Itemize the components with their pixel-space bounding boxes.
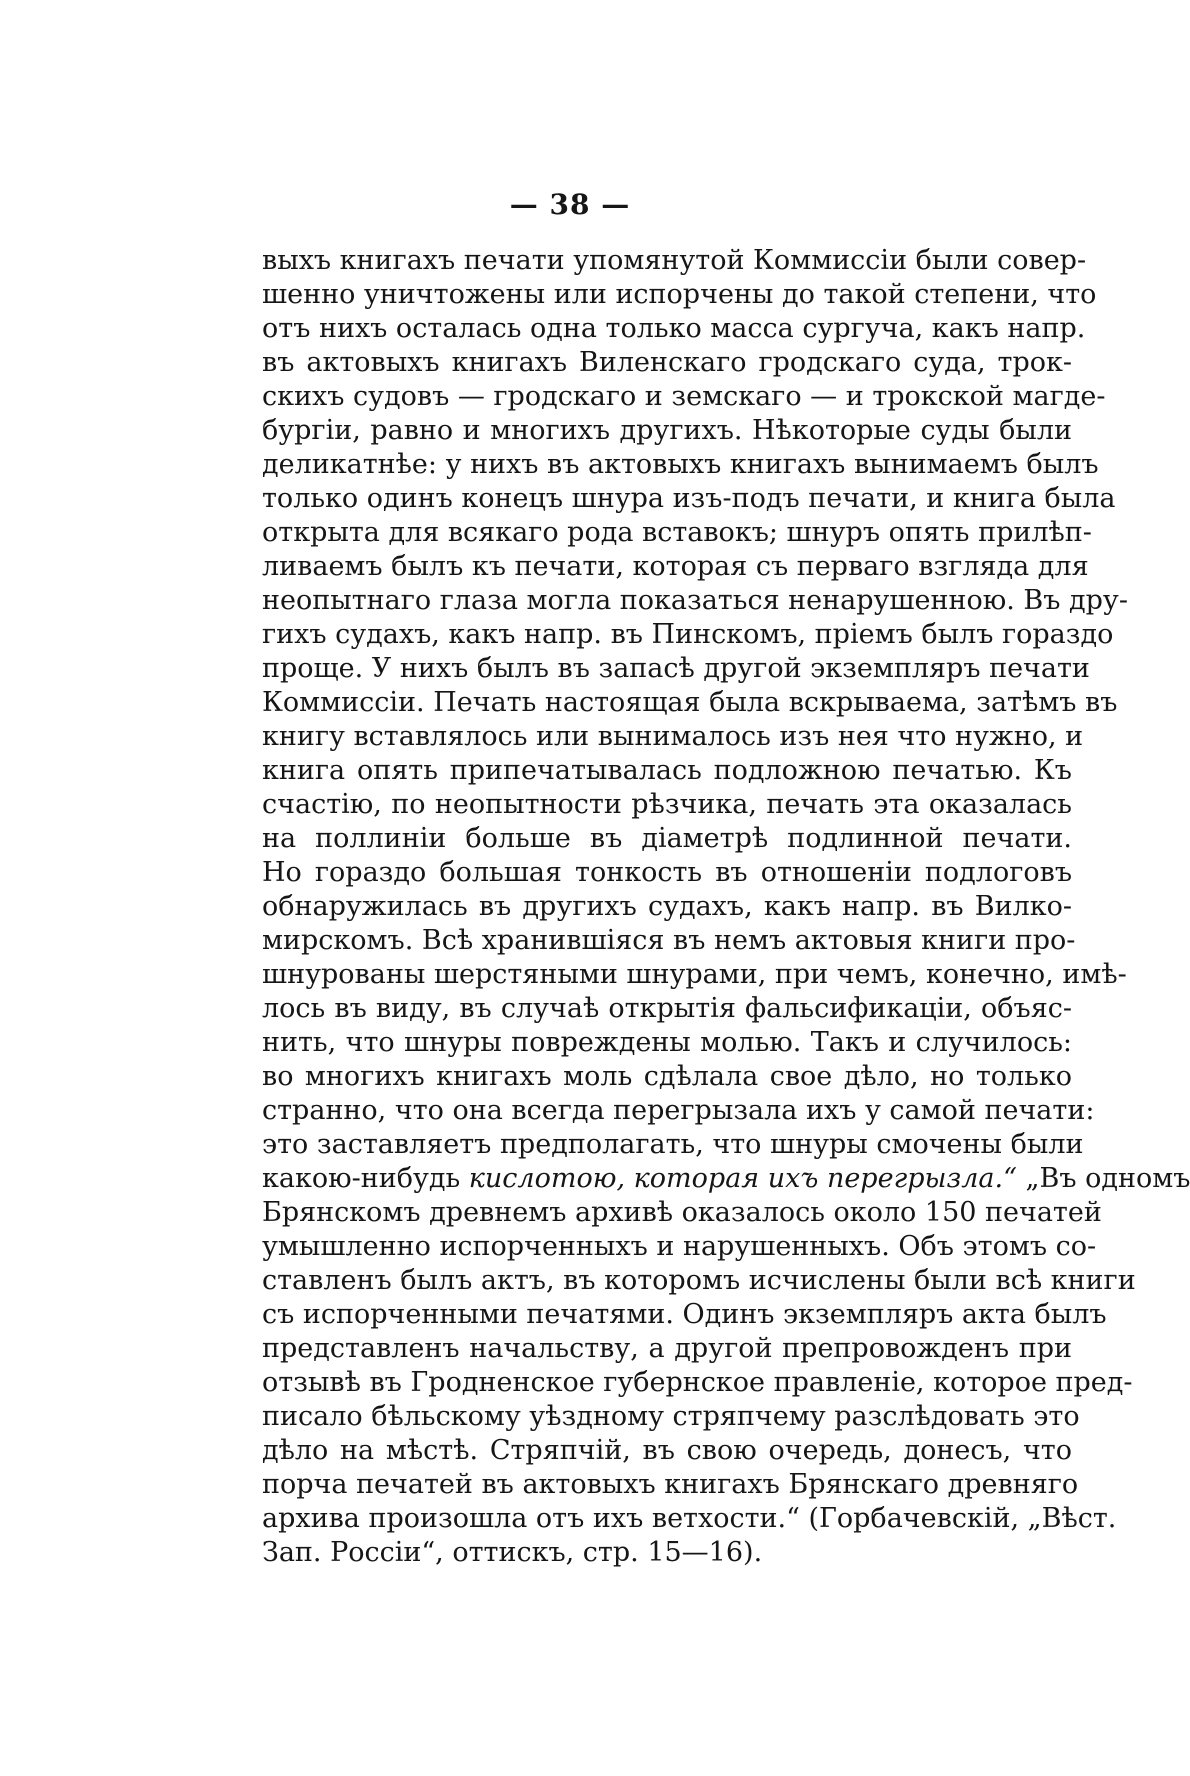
text-line: порча печатей въ актовыхъ книгахъ Брянскаго древняго <box>262 1469 1079 1500</box>
text-line: представленъ начальству, а другой препровожденъ при <box>262 1333 1072 1364</box>
text-line-last: Зап. Россіи“, оттискъ, стр. 15—16). <box>262 1537 763 1568</box>
text-line: открыта для всякаго рода вставокъ; шнуръ опять прилѣп- <box>262 517 1092 548</box>
text-line-mixed <box>262 1162 1190 1196</box>
italic-quote: кислотою, которая ихъ перегрызла.“ <box>468 1163 1017 1194</box>
text-line: гихъ судахъ, какъ напр. въ Пинскомъ, пріемъ былъ гораздо <box>262 619 1114 650</box>
text-line: писало бѣльскому уѣздному стряпчему разслѣдовать это <box>262 1401 1080 1432</box>
text-line: Брянскомъ древнемъ архивѣ оказалось около 150 печатей <box>262 1197 1102 1228</box>
text-span: какою-нибудь <box>262 1163 461 1194</box>
text-line: странно, что она всегда перегрызала ихъ у самой печати: <box>262 1095 1095 1126</box>
text-line: книгу вставлялось или вынималось изъ нея что нужно, и <box>262 721 1084 752</box>
text-line: только одинъ конецъ шнура изъ-подъ печати, и книга была <box>262 483 1116 514</box>
text-line: дѣло на мѣстѣ. Стряпчій, въ свою очередь, донесъ, что <box>262 1435 1072 1466</box>
text-line: бургіи, равно и многихъ другихъ. Нѣкоторые суды были <box>262 415 1072 446</box>
text-line: отъ нихъ осталась одна только масса сургуча, какъ напр. <box>262 313 1086 344</box>
text-span: „Въ одномъ <box>1025 1163 1190 1194</box>
text-line: это заставляетъ предполагать, что шнуры смочены были <box>262 1129 1084 1160</box>
text-line: Коммиссіи. Печать настоящая была вскрываема, затѣмъ въ <box>262 687 1118 718</box>
text-line: шнурованы шерстяными шнурами, при чемъ, конечно, имѣ- <box>262 959 1127 990</box>
text-line: деликатнѣе: у нихъ въ актовыхъ книгахъ вынимаемъ былъ <box>262 449 1099 480</box>
text-line: отзывѣ въ Гродненское губернское правленіе, которое пред- <box>262 1367 1133 1398</box>
body-text <box>262 244 1190 1570</box>
text-line: книга опять припечатывалась подложною печатью. Къ <box>262 755 1072 786</box>
text-line: съ испорченными печатями. Одинъ экземпляръ акта былъ <box>262 1299 1107 1330</box>
text-line: архива произошла отъ ихъ ветхости.“ (Горбачевскій, „Вѣст. <box>262 1503 1117 1534</box>
text-line: обнаружилась въ другихъ судахъ, какъ напр. въ Вилко- <box>262 891 1072 922</box>
text-line: ставленъ былъ актъ, въ которомъ исчислены были всѣ книги <box>262 1265 1136 1296</box>
text-line: мирскомъ. Всѣ хранившіяся въ немъ актовыя книги про- <box>262 925 1076 956</box>
text-line: лось въ виду, въ случаѣ открытія фальсификаціи, объяс- <box>262 993 1072 1024</box>
text-line: проще. У нихъ былъ въ запасѣ другой экземпляръ печати <box>262 653 1090 684</box>
text-line: скихъ судовъ — гродскаго и земскаго — и трокской магде- <box>262 381 1106 412</box>
text-line: счастію, по неопытности рѣзчика, печать эта оказалась <box>262 789 1072 820</box>
text-line: шенно уничтожены или испорчены до такой степени, что <box>262 279 1097 310</box>
text-line: на поллиніи больше въ діаметрѣ подлинной печати. <box>262 823 1072 854</box>
text-line: неопытнаго глаза могла показаться ненарушенною. Въ дру- <box>262 585 1128 616</box>
text-line: въ актовыхъ книгахъ Виленскаго гродскаго суда, трок- <box>262 347 1072 378</box>
text-line: во многихъ книгахъ моль сдѣлала свое дѣло, но только <box>262 1061 1072 1092</box>
text-line: выхъ книгахъ печати упомянутой Коммиссіи были совер- <box>262 245 1087 276</box>
text-line: ливаемъ былъ къ печати, которая съ перваго взгляда для <box>262 551 1089 582</box>
page-number: — 38 — <box>509 188 631 221</box>
text-line: Но гораздо большая тонкость въ отношеніи подлоговъ <box>262 857 1072 888</box>
text-line: нить, что шнуры повреждены молью. Такъ и случилось: <box>262 1027 1072 1058</box>
text-line: умышленно испорченныхъ и нарушенныхъ. Объ этомъ со- <box>262 1231 1097 1262</box>
